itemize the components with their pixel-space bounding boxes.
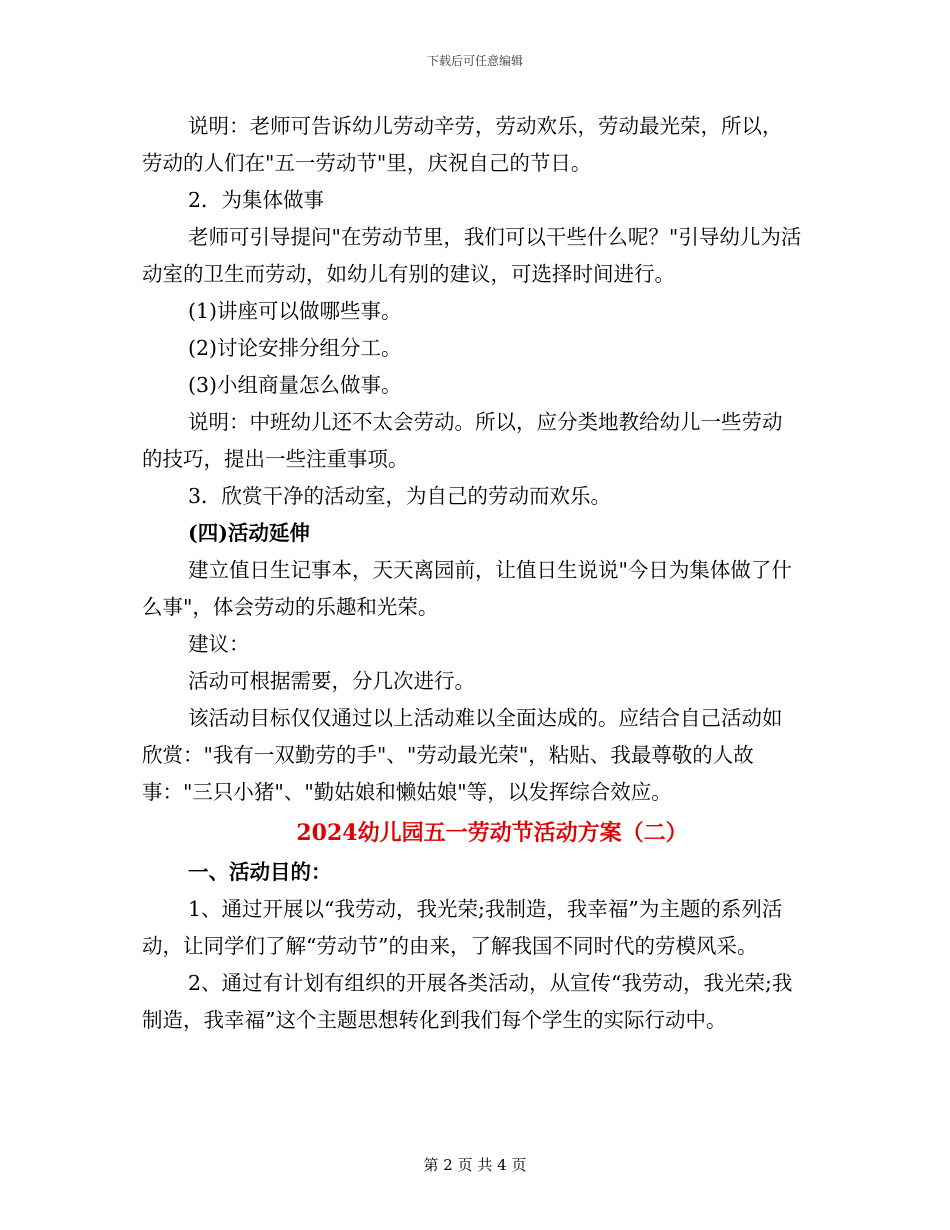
paragraph-extension: 建立值日生记事本，天天离园前，让值日生说说"今日为集体做了什么事"，体会劳动的乐趣和光荣。 [142, 558, 792, 619]
paragraph-sub-3: (3)小组商量怎么做事。 [188, 373, 402, 397]
paragraph-item-2: 2．为集体做事 [188, 188, 325, 212]
page-footer: 第 2 页 共 4 页 [423, 1156, 527, 1174]
document-title: 2024幼儿园五一劳动节活动方案（二） [296, 820, 688, 846]
paragraph-sub-2: (2)讨论安排分组分工。 [188, 336, 402, 360]
section-heading-purpose: 一、活动目的： [188, 860, 332, 884]
paragraph-goal-note: 该活动目标仅仅通过以上活动难以全面达成的。应结合自己活动如欣赏："我有一双勤劳的手"、"劳动最光荣"，粘贴、我最尊敬的人故事："三只小猪"、"勤姑娘和懒姑娘"等，以发挥综合效应。 [142, 706, 783, 804]
paragraph-suggestion-label: 建议： [188, 632, 250, 656]
paragraph-purpose-1: 1、通过开展以“我劳动，我光荣;我制造，我幸福”为主题的系列活动，让同学们了解“劳动节”的由来，了解我国不同时代的劳模风采。 [142, 897, 783, 958]
paragraph-note-1: 说明：老师可告诉幼儿劳动辛劳，劳动欢乐，劳动最光荣，所以，劳动的人们在"五一劳动节"里，庆祝自己的节日。 [142, 114, 783, 175]
paragraph-note-2: 说明：中班幼儿还不太会劳动。所以，应分类地教给幼儿一些劳动的技巧，提出一些注重事项。 [142, 410, 783, 471]
document-body [142, 108, 802, 1039]
section-heading-extension: (四)活动延伸 [188, 521, 310, 545]
paragraph-item-3: 3．欣赏干净的活动室，为自己的劳动而欢乐。 [188, 484, 612, 508]
page-header: 下载后可任意编辑 [426, 54, 523, 68]
paragraph-suggestion: 活动可根据需要，分几次进行。 [188, 669, 475, 693]
paragraph-purpose-2: 2、通过有计划有组织的开展各类活动，从宣传“我劳动，我光荣;我制造，我幸福”这个主题思想转化到我们每个学生的实际行动中。 [142, 971, 793, 1032]
paragraph-guide: 老师可引导提问"在劳动节里，我们可以干些什么呢？"引导幼儿为活动室的卫生而劳动，如幼儿有别的建议，可选择时间进行。 [142, 225, 802, 286]
paragraph-sub-1: (1)讲座可以做哪些事。 [188, 299, 402, 323]
